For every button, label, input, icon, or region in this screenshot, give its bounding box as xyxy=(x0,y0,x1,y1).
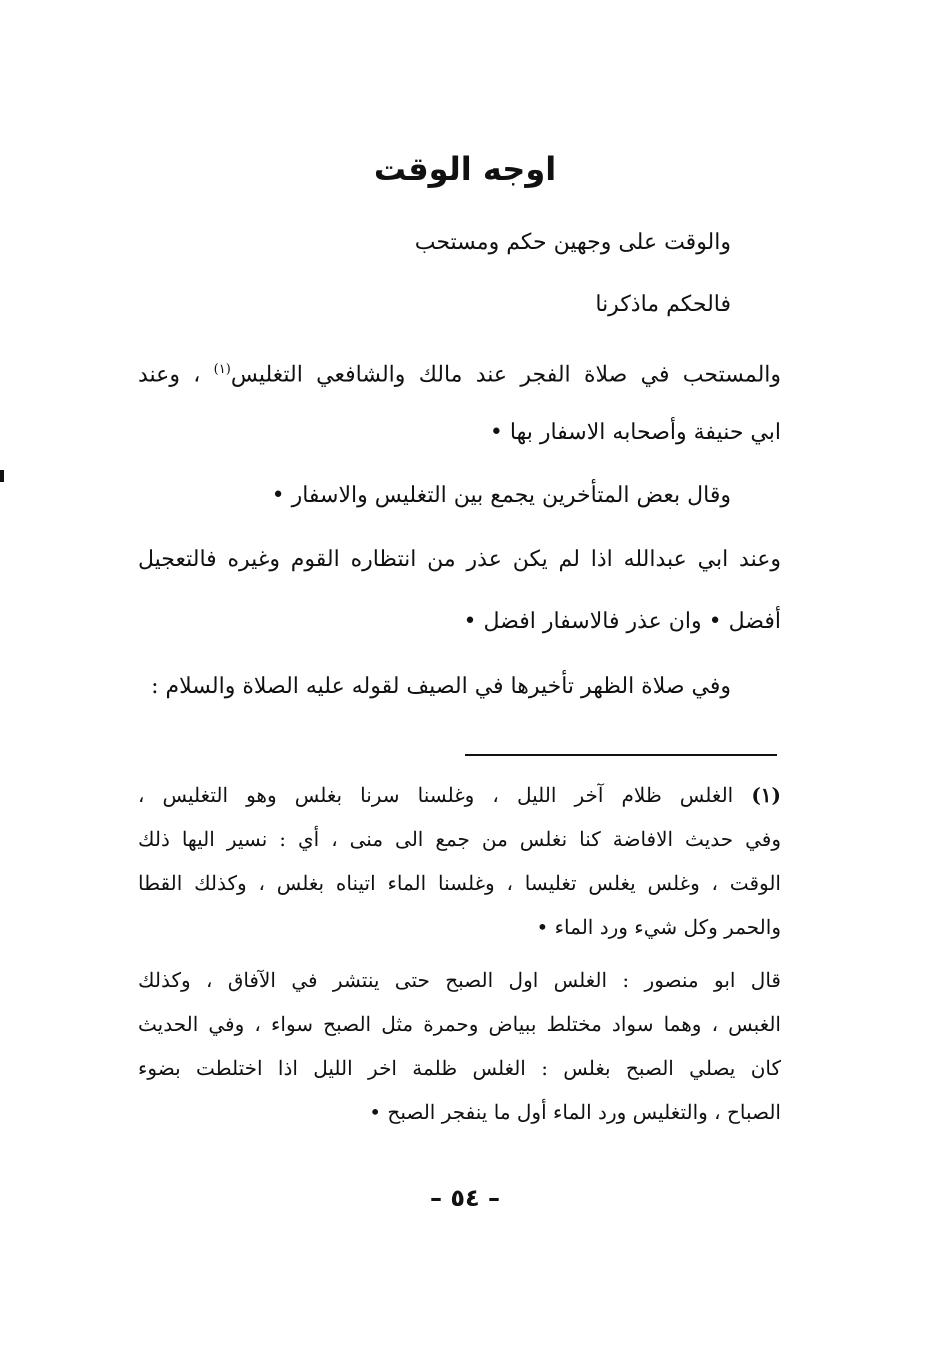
footnote-marker: (١) xyxy=(751,783,781,807)
paragraph-line: وفي صلاة الظهر تأخيرها في الصيف لقوله عليه الصلاة والسلام : xyxy=(151,674,731,699)
footnote-line: الغبس ، وهما سواد مختلط ببياض وحمرة مثل الصبح سواء ، وفي الحديث xyxy=(138,1012,781,1036)
paragraph-line: فالحكم ماذكرنا xyxy=(595,292,731,317)
scan-edge-mark xyxy=(0,470,4,482)
footnote-line: وفي حديث الافاضة كنا نغلس من جمع الى منى ، أي : نسير اليها ذلك xyxy=(138,827,781,851)
paragraph-line: ابي حنيفة وأصحابه الاسفار بها • xyxy=(489,420,781,445)
footnote-text: الغلس ظلام آخر الليل ، وغلسنا سرنا بغلس وهو التغليس ، xyxy=(138,783,734,807)
footnote-line: والحمر وكل شيء ورد الماء • xyxy=(536,915,781,939)
footnote-line: الصباح ، والتغليس ورد الماء أول ما ينفجر الصبح • xyxy=(369,1100,781,1124)
paragraph-line: وعند ابي عبدالله اذا لم يكن عذر من انتظاره القوم وغيره فالتعجيل xyxy=(138,547,781,572)
page-number: – ٥٤ – xyxy=(429,1184,500,1212)
footnote-reference: (١) xyxy=(213,362,231,377)
paragraph-line: وقال بعض المتأخرين يجمع بين التغليس والاسفار • xyxy=(271,483,731,508)
paragraph-line xyxy=(138,355,781,390)
footnote-separator xyxy=(465,754,777,756)
footnote-line: كان يصلي الصبح بغلس : الغلس ظلمة اخر الليل اذا اختلطت بضوء xyxy=(138,1056,781,1080)
footnote-line: قال ابو منصور : الغلس اول الصبح حتى ينتشر في الآفاق ، وكذلك xyxy=(138,968,781,992)
paragraph-line: والوقت على وجهين حكم ومستحب xyxy=(414,230,731,255)
page-title: اوجه الوقت xyxy=(373,150,557,188)
paragraph-text: والمستحب في صلاة الفجر عند مالك والشافعي التغليس xyxy=(230,362,782,388)
paragraph-line: أفضل • وان عذر فالاسفار افضل • xyxy=(463,609,781,634)
footnote-line xyxy=(138,781,781,809)
footnote-line: الوقت ، وغلس يغلس تغليسا ، وغلسنا الماء اتيناه بغلس ، وكذلك القطا xyxy=(138,871,781,895)
paragraph-text: ، وعند xyxy=(138,362,201,388)
